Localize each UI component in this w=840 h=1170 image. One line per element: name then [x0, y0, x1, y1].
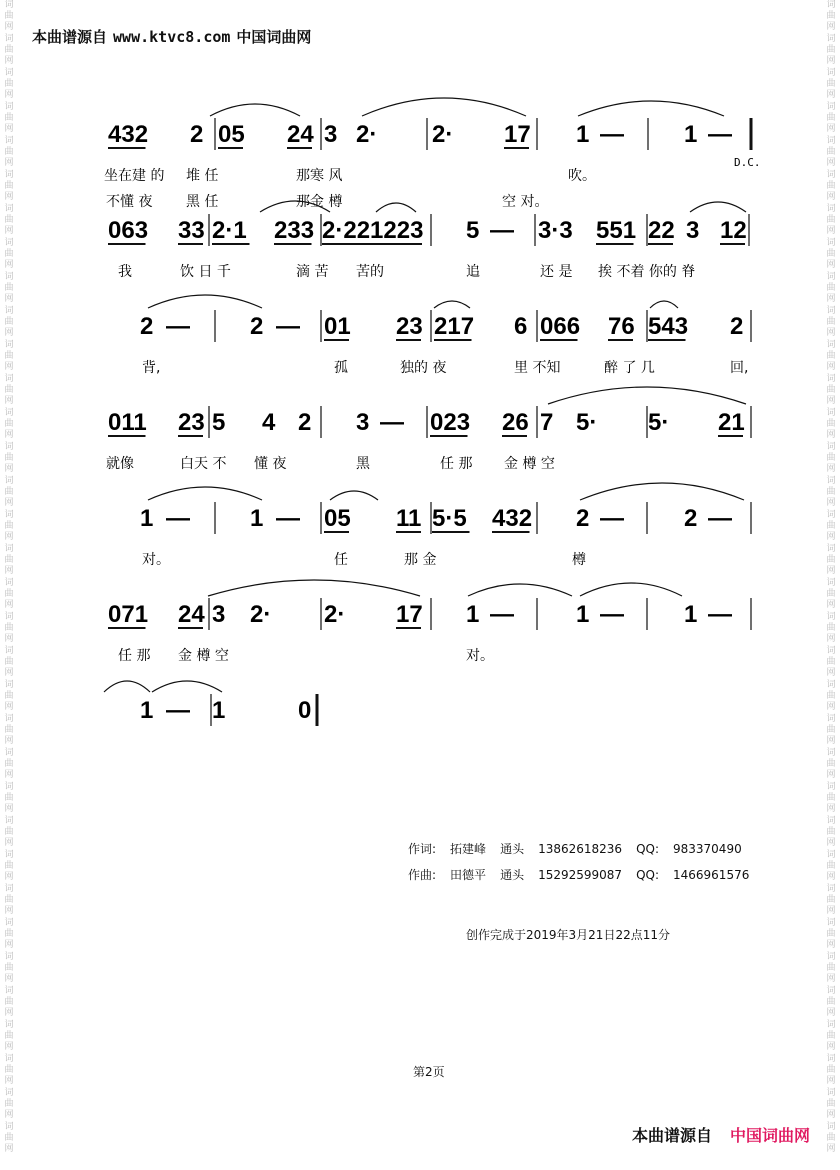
sustain-dash: — — [708, 601, 732, 628]
lyric-text: 滴 苦 — [296, 264, 329, 280]
note-group: 217 — [434, 313, 475, 340]
score-row-4 — [106, 387, 751, 472]
note-group: 543 — [648, 313, 689, 340]
note-group: 071 — [108, 601, 149, 628]
note-group: 5·5 — [432, 505, 467, 532]
note-group: 76 — [608, 313, 635, 340]
note-group: 2 — [140, 313, 154, 340]
note-group: 26 — [502, 409, 529, 436]
note-group: 2· — [432, 121, 454, 148]
note-group: 22 — [648, 217, 675, 244]
credits-composer — [408, 866, 763, 883]
da-capo-mark: D.C. — [734, 156, 761, 169]
composer-name: 田德平 — [450, 868, 487, 882]
lyric-text: 黑 任 — [186, 194, 219, 210]
lyric-text: 孤 — [334, 360, 348, 376]
note-group: 2· — [356, 121, 378, 148]
note-group: 21 — [718, 409, 745, 436]
sustain-dash: — — [380, 409, 404, 436]
composer-qq: 1466961576 — [673, 868, 750, 882]
note-group: 2 — [576, 505, 590, 532]
sustain-dash: — — [600, 505, 624, 532]
note-group: 2·221223 — [322, 217, 424, 244]
note-group: 2· — [324, 601, 346, 628]
lyric-text: 饮 日 千 — [180, 264, 231, 280]
lyric-text: 苦的 — [356, 264, 384, 280]
note-group: 01 — [324, 313, 351, 340]
sustain-dash: — — [708, 121, 732, 148]
note-group: 023 — [430, 409, 471, 436]
sustain-dash: — — [276, 313, 300, 340]
score-row-6 — [108, 580, 751, 664]
note-group: 4 — [262, 409, 276, 436]
lyric-text: 吹。 — [568, 168, 596, 184]
sustain-dash: — — [166, 697, 190, 724]
note-group: 6 — [514, 313, 528, 340]
lyricist-label: 作词: — [408, 842, 437, 856]
lyric-text: 醉 了 几 — [604, 360, 655, 376]
slur-arc — [548, 387, 746, 404]
lyric-text: 坐在建 的 — [104, 168, 165, 184]
lyric-text: 那金 樽 — [296, 194, 343, 210]
lyric-text: 对。 — [466, 648, 494, 664]
lyricist-name: 拓建峰 — [450, 842, 487, 856]
credits-lyricist — [408, 840, 756, 857]
note-group: 3 — [686, 217, 700, 244]
lyricist-tel-label: 通头 — [500, 842, 525, 856]
note-group: 1 — [250, 505, 264, 532]
footer-source: 本曲谱源自 — [631, 1126, 712, 1145]
note-group: 24 — [287, 121, 314, 148]
note-group: 17 — [504, 121, 531, 148]
sustain-dash: — — [276, 505, 300, 532]
lyric-text: 金 樽 空 — [178, 648, 229, 664]
note-group: 0 — [298, 697, 312, 724]
note-group: 23 — [396, 313, 423, 340]
note-group: 432 — [108, 121, 149, 148]
lyric-text: 任 — [334, 552, 348, 568]
slur-arc — [148, 295, 262, 308]
note-group: 3·3 — [538, 217, 573, 244]
score-row-5 — [140, 483, 751, 568]
note-group: 05 — [324, 505, 351, 532]
lyric-text: 我 — [118, 264, 132, 280]
page-footer — [632, 1123, 810, 1146]
lyric-text: 白天 不 — [180, 456, 227, 472]
lyric-text: 空 对。 — [502, 194, 549, 210]
note-group: 063 — [108, 217, 149, 244]
header-prefix: 本曲谱源自 — [32, 28, 108, 46]
lyric-text: 樽 — [572, 552, 586, 568]
slur-arc — [434, 301, 470, 308]
header-site-link[interactable]: www.ktvc8.com — [113, 28, 231, 46]
note-group: 2· — [250, 601, 272, 628]
lyric-text: 任 那 — [118, 648, 151, 664]
lyric-text: 任 那 — [440, 456, 473, 472]
lyric-text: 堆 任 — [186, 168, 219, 184]
sustain-dash: — — [490, 601, 514, 628]
lyricist-qq: 983370490 — [673, 842, 742, 856]
note-group: 1 — [684, 121, 698, 148]
slur-arc — [578, 101, 724, 116]
slur-arc — [208, 580, 420, 596]
completion-note: 创作完成于2019年3月21日22点11分 — [466, 928, 670, 942]
lyricist-qq-label: QQ: — [636, 842, 659, 856]
note-group: 1 — [684, 601, 698, 628]
composer-tel: 15292599087 — [538, 868, 623, 882]
note-group: 05 — [218, 121, 245, 148]
lyric-text: 那寒 风 — [296, 168, 343, 184]
slur-arc — [210, 104, 300, 116]
lyric-text: 还 是 — [540, 264, 573, 280]
note-group: 7 — [540, 409, 554, 436]
composer-tel-label: 通头 — [500, 868, 525, 882]
lyric-text: 懂 夜 — [254, 456, 287, 472]
note-group: 2 — [250, 313, 264, 340]
note-group: 5 — [466, 217, 480, 244]
sustain-dash: — — [600, 121, 624, 148]
note-group: 23 — [178, 409, 205, 436]
sustain-dash: — — [490, 217, 514, 244]
slur-arc — [376, 203, 416, 212]
lyricist-tel: 13862618236 — [538, 842, 623, 856]
note-group: 1 — [576, 601, 590, 628]
lyric-text: 背, — [142, 360, 161, 376]
note-group: 2·1 — [212, 217, 247, 244]
note-group: 2 — [298, 409, 312, 436]
lyric-text: 回, — [730, 360, 749, 376]
note-group: 11 — [396, 505, 422, 532]
score-row-7 — [104, 681, 317, 726]
lyric-text: 挨 不着 你的 脊 — [598, 264, 696, 280]
score-row-2 — [108, 201, 749, 280]
right-watermark-strip: 词曲网 词曲网 词曲网 词曲网 词曲网 词曲网 词曲网 词曲网 词曲网 词曲网 词曲网 词曲网 词曲网 词曲网 词曲网 词曲网 词曲网 词曲网 词曲网 词曲网 词曲网 词曲网 词曲网 词曲网 词曲网 词曲网 词曲网 词曲网 词曲网 词曲网 词曲网 词曲网 词曲网 词曲网 — [826, 0, 836, 1154]
note-group: 551 — [596, 217, 637, 244]
lyric-text: 就像 — [106, 456, 134, 472]
lyric-text: 金 樽 空 — [504, 456, 555, 472]
slur-arc — [362, 98, 526, 116]
note-group: 1 — [466, 601, 480, 628]
sustain-dash: — — [600, 601, 624, 628]
note-group: 432 — [492, 505, 533, 532]
note-group: 1 — [576, 121, 590, 148]
note-group: 1 — [212, 697, 226, 724]
note-group: 24 — [178, 601, 205, 628]
sustain-dash: — — [166, 313, 190, 340]
slur-arc — [148, 487, 262, 500]
slur-arc — [690, 202, 746, 212]
sustain-dash: — — [166, 505, 190, 532]
slur-arc — [580, 483, 744, 500]
note-group: 12 — [720, 217, 747, 244]
slur-arc — [152, 681, 222, 692]
slur-arc — [650, 301, 678, 308]
lyric-text: 对。 — [142, 552, 170, 568]
note-group: 5 — [212, 409, 226, 436]
left-watermark-strip: 词曲网 词曲网 词曲网 词曲网 词曲网 词曲网 词曲网 词曲网 词曲网 词曲网 词曲网 词曲网 词曲网 词曲网 词曲网 词曲网 词曲网 词曲网 词曲网 词曲网 词曲网 词曲网 词曲网 词曲网 词曲网 词曲网 词曲网 词曲网 词曲网 词曲网 词曲网 词曲网 词曲网 词曲网 — [4, 0, 14, 1154]
lyric-text: 独的 夜 — [400, 360, 447, 376]
header-suffix: 中国词曲网 — [236, 28, 312, 46]
slur-arc — [580, 583, 682, 596]
footer-brand-link[interactable]: 中国词曲网 — [729, 1126, 810, 1145]
composer-label: 作曲: — [408, 868, 437, 882]
slur-arc — [468, 584, 572, 596]
note-group: 2 — [684, 505, 698, 532]
note-group: 17 — [396, 601, 423, 628]
note-group: 3 — [324, 121, 338, 148]
note-group: 33 — [178, 217, 205, 244]
lyric-text: 里 不知 — [514, 360, 561, 376]
lyric-text: 追 — [466, 264, 480, 280]
note-group: 1 — [140, 697, 154, 724]
score-row-1 — [104, 98, 761, 210]
score-row-3 — [140, 295, 751, 376]
lyric-text: 不懂 夜 — [106, 194, 153, 210]
note-group: 011 — [108, 409, 147, 436]
lyric-text: 黑 — [356, 456, 370, 472]
composer-qq-label: QQ: — [636, 868, 659, 882]
slur-arc — [104, 681, 150, 692]
note-group: 5· — [648, 409, 670, 436]
note-group: 5· — [576, 409, 598, 436]
note-group: 1 — [140, 505, 154, 532]
note-group: 3 — [356, 409, 370, 436]
note-group: 2 — [190, 121, 204, 148]
page-number: 第2页 — [413, 1065, 445, 1079]
sustain-dash: — — [708, 505, 732, 532]
note-group: 066 — [540, 313, 581, 340]
note-group: 3 — [212, 601, 226, 628]
note-group: 233 — [274, 217, 315, 244]
note-group: 2 — [730, 313, 744, 340]
slur-arc — [330, 491, 378, 500]
lyric-text: 那 金 — [404, 552, 437, 568]
